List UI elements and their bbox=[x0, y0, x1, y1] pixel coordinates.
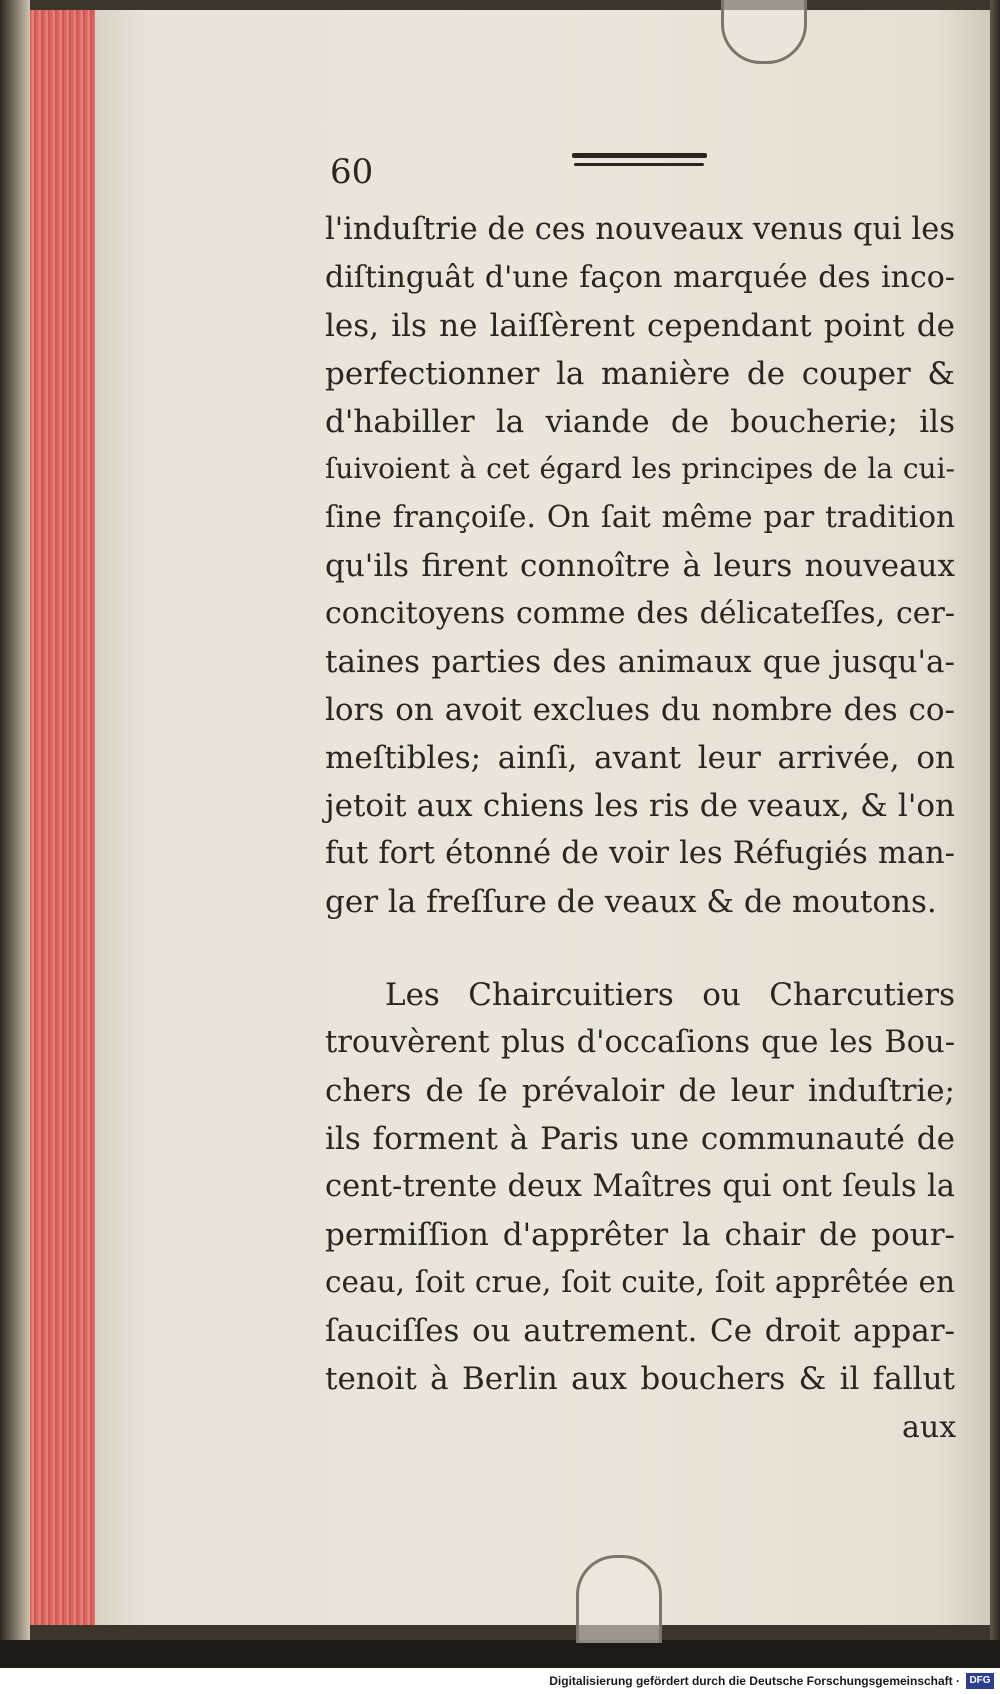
catchword: aux bbox=[902, 1410, 957, 1445]
text-line: tenoit à Berlin aux bouchers & il fallut bbox=[325, 1361, 955, 1397]
text-line: ceau, ſoit crue, ſoit cuite, ſoit apprêtée en bbox=[325, 1265, 955, 1299]
text-line: jetoit aux chiens les ris de veaux, & l'on bbox=[325, 788, 955, 824]
header-rule-lower bbox=[574, 163, 704, 166]
text-line: diſtinguât d'une façon marquée des inco- bbox=[325, 260, 955, 295]
page-number: 60 bbox=[330, 152, 374, 192]
text-line: fut fort étonné de voir les Réfugiés man- bbox=[325, 836, 955, 871]
header-rule bbox=[572, 153, 707, 158]
text-line: permiſſion d'apprêter la chair de pour- bbox=[325, 1217, 955, 1253]
text-line: d'habiller la viande de boucherie; ils bbox=[325, 404, 955, 440]
text-line: les, ils ne laiſſèrent cependant point de bbox=[325, 308, 955, 344]
text-line: trouvèrent plus d'occaſions que les Bou- bbox=[325, 1025, 955, 1060]
text-line: chers de ſe prévaloir de leur induſtrie; bbox=[325, 1073, 955, 1109]
text-line: concitoyens comme des délicateſſes, cer- bbox=[325, 596, 955, 631]
text-line: meſtibles; ainſi, avant leur arrivée, on bbox=[325, 740, 955, 776]
text-line: perfectionner la manière de couper & bbox=[325, 356, 955, 392]
page-clip-bottom bbox=[576, 1555, 662, 1643]
text-line: ger la freſſure de veaux & de moutons. bbox=[325, 884, 937, 920]
text-line: lors on avoit exclues du nombre des co- bbox=[325, 692, 955, 728]
text-line: ils forment à Paris une communauté de bbox=[325, 1121, 955, 1157]
text-line: cent-trente deux Maîtres qui ont ſeuls la bbox=[325, 1169, 955, 1204]
book-right-edge bbox=[990, 0, 1000, 1640]
text-line: ſine françoiſe. On ſait même par tradition bbox=[325, 500, 955, 534]
binding-edge bbox=[0, 0, 30, 1640]
text-line: l'induſtrie de ces nouveaux venus qui les bbox=[325, 212, 955, 247]
text-line: taines parties des animaux que jusqu'a- bbox=[325, 644, 955, 680]
red-page-edges bbox=[30, 10, 96, 1625]
text-line: ſauciſſes ou autrement. Ce droit appar- bbox=[325, 1313, 955, 1349]
dfg-logo: DFG bbox=[966, 1673, 994, 1689]
footer-credit: Digitalisierung gefördert durch die Deutsche Forschungsgemeinschaft · bbox=[549, 1674, 960, 1688]
text-line: Les Chaircuitiers ou Charcutiers bbox=[385, 977, 955, 1013]
text-line: ſuivoient à cet égard les principes de la cui- bbox=[325, 452, 955, 485]
text-line: qu'ils firent connoître à leurs nouveaux bbox=[325, 548, 955, 584]
